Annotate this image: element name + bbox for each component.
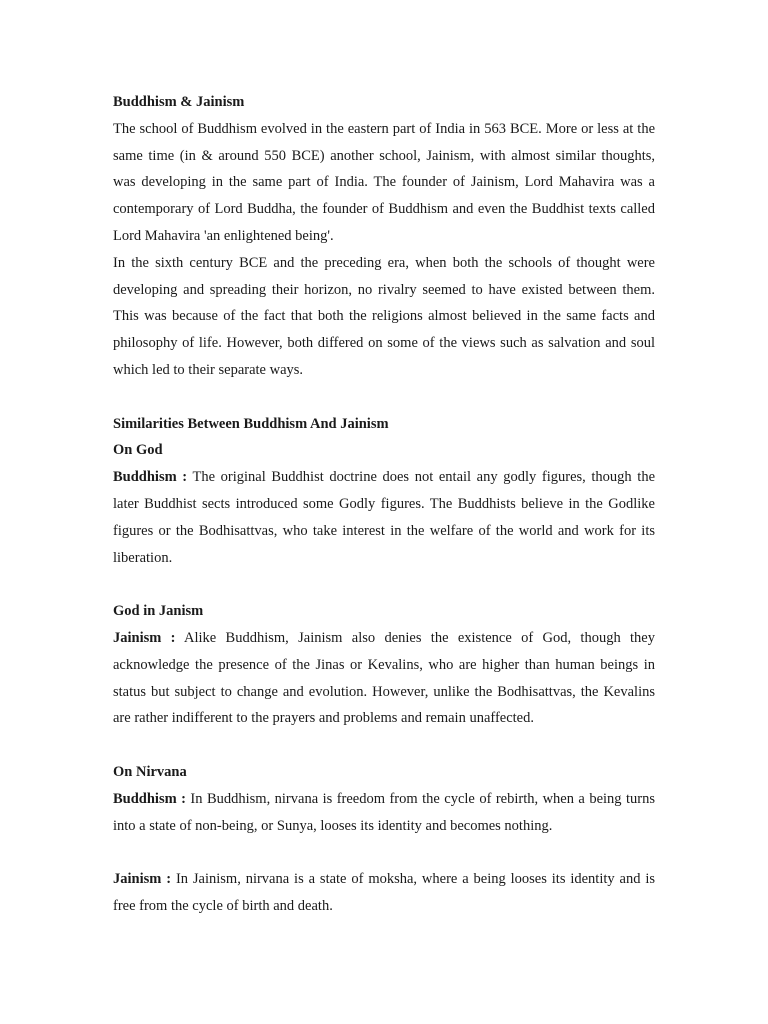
section-spacer [113, 571, 655, 598]
buddhism-label: Buddhism : [113, 469, 188, 486]
intro-paragraph-2: In the sixth century BCE and the preceding era, when both the schools of thought were developing and spreading their horizon, no rivalry seemed to have existed between them. This was because of the fact that both the religions almost believed in the same facts and philosophy of life. However, both differed on some of the views such as salvation and soul which led to their separate ways. [113, 254, 655, 378]
god-in-jainism-heading: God in Janism [113, 603, 204, 620]
document-title: Buddhism & Jainism [113, 94, 245, 110]
jainism-label: Jainism : [113, 871, 172, 888]
section-spacer [113, 732, 655, 759]
buddhism-label: Buddhism : [113, 790, 186, 807]
on-god-buddhism-text: The original Buddhist doctrine does not entail any godly figures, though the later Buddhist sects introduced some Godly figures. The Buddhists believe in the Godlike figures or the Bodhisattvas, who take interest in the welfare of the world and work for its liberation. [113, 469, 656, 566]
on-god-buddhism-paragraph [113, 464, 655, 571]
similarities-heading: Similarities Between Buddhism And Jainism [113, 415, 389, 432]
jainism-label: Jainism : [113, 629, 176, 646]
nirvana-jainism-paragraph [113, 866, 655, 920]
section-spacer [113, 839, 655, 866]
on-god-jainism-text: Alike Buddhism, Jainism also denies the existence of God, though they acknowledge the presence of the Jinas or Kevalins, who are higher than human beings in status but subject to change and evolution. However, unlike the Bodhisattvas, the Kevalins are rather indifferent to the prayers and problems and remain unaffected. [113, 629, 655, 727]
nirvana-buddhism-text: In Buddhism, nirvana is freedom from the cycle of rebirth, when a being turns into a state of non-being, or Sunya, looses its identity and becomes nothing. [113, 790, 655, 834]
section-spacer [113, 384, 655, 411]
nirvana-jainism-text: In Jainism, nirvana is a state of moksha, where a being looses its identity and is free from the cycle of birth and death. [113, 871, 655, 914]
on-god-jainism-paragraph [113, 625, 655, 732]
on-nirvana-heading: On Nirvana [113, 763, 187, 780]
on-god-heading: On God [113, 442, 163, 459]
nirvana-buddhism-paragraph [113, 786, 655, 840]
intro-paragraph-1: The school of Buddhism evolved in the eastern part of India in 563 BCE. More or less at the same time (in & around 550 BCE) another school, Jainism, with almost similar thoughts, was developing in the same part of India. The founder of Jainism, Lord Mahavira was a contemporary of Lord Buddha, the founder of Buddhism and even the Buddhist texts called Lord Mahavira 'an enlightened being'. [113, 120, 655, 244]
document-page [113, 89, 655, 920]
